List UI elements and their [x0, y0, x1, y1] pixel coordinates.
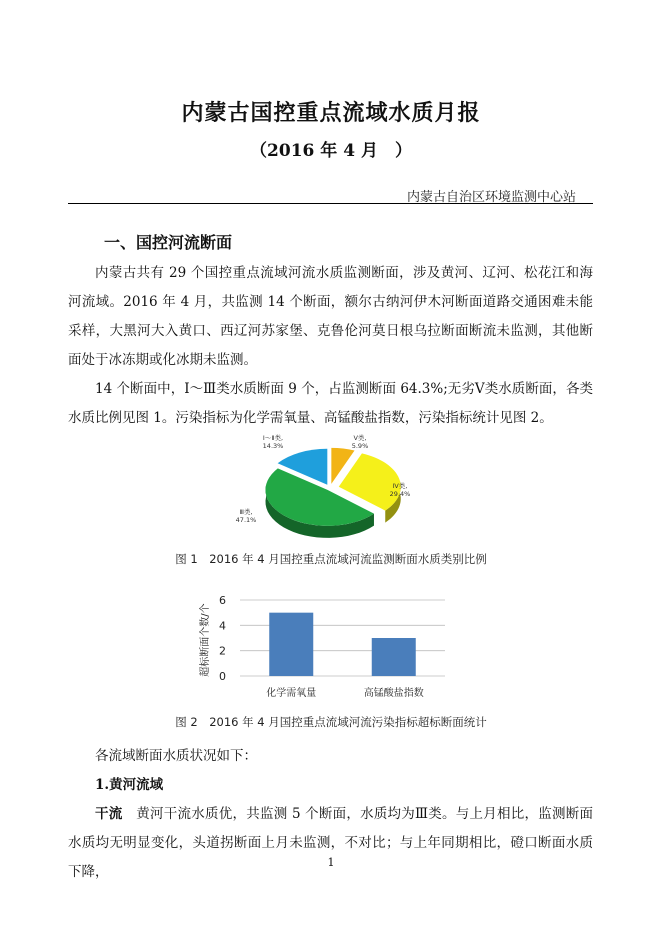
- report-title: 内蒙古国控重点流域水质月报: [181, 101, 481, 126]
- header-divider: [68, 203, 593, 204]
- y-axis-label: 超标断面个数/个: [200, 603, 211, 677]
- y-tick-label: 2: [219, 644, 226, 658]
- section-heading: 一、国控河流断面: [104, 233, 233, 252]
- basin-intro: 各流域断面水质状况如下：: [95, 748, 257, 764]
- pie-label-value: 47.1%: [235, 516, 257, 524]
- figure2-caption: 图 2 2016 年 4 月国控重点流域河流污染指标超标断面统计: [175, 715, 487, 729]
- water-quality-pie-chart: [210, 428, 450, 540]
- x-tick-label: 化学需氧量: [266, 688, 317, 699]
- pie-label-value: 14.3%: [262, 442, 284, 450]
- pie-label-value: 5.9%: [351, 442, 369, 450]
- issuing-organization: 内蒙古自治区环境监测中心站: [406, 190, 576, 205]
- pie-label-value: 29.4%: [389, 490, 411, 498]
- pie-label-category: Ⅴ类,: [353, 434, 367, 442]
- x-tick-label: 高锰酸盐指数: [363, 688, 424, 699]
- paragraph-summary: 14 个断面中，Ⅰ～Ⅲ类水质断面 9 个，占监测断面 64.3%;无劣Ⅴ类水质断面，各类水质比例见图 1。污染指标为化学需氧量、高锰酸盐指数，污染指标统计见图 2。: [68, 381, 593, 426]
- figure1-caption: 图 1 2016 年 4 月国控重点流域河流监测断面水质类别比例: [175, 552, 487, 566]
- y-tick-label: 6: [219, 594, 226, 607]
- bar: [372, 638, 416, 676]
- pie-label-category: Ⅲ类,: [239, 508, 253, 516]
- y-tick-label: 4: [219, 619, 226, 633]
- pie-label-category: Ⅳ类,: [392, 482, 408, 490]
- intro-paragraphs: [68, 259, 593, 433]
- bar: [269, 613, 313, 676]
- y-tick-label: 0: [219, 670, 226, 683]
- page-number: 1: [327, 856, 335, 869]
- mainstream-text: 黄河干流水质优，共监测 5 个断面，水质均为Ⅲ类。与上月相比，监测断面水质均无明显变化，头道拐断面上月未监测，不对比；与上年同期相比，磴口断面水质下降，: [68, 806, 593, 880]
- mainstream-label: 干流: [95, 806, 123, 822]
- paragraph-overview: 内蒙古共有 29 个国控重点流域河流水质监测断面，涉及黄河、辽河、松花江和海河流域。2016 年 4 月，共监测 14 个断面，额尔古纳河伊木河断面道路交通困难未能采样，大黑河大入黄口、西辽河苏家堡、克鲁伦河莫日根乌拉断面断流未监测，其他断面处于冰冻期或化冰期未监测。: [68, 265, 593, 368]
- pollutant-bar-chart: [190, 586, 470, 700]
- subsection-heading: 1.黄河流域: [95, 777, 164, 793]
- mainstream-paragraph: [68, 800, 593, 887]
- pie-label-category: Ⅰ～Ⅱ类,: [262, 434, 284, 442]
- report-period: （2016 年 4 月 ）: [250, 141, 412, 161]
